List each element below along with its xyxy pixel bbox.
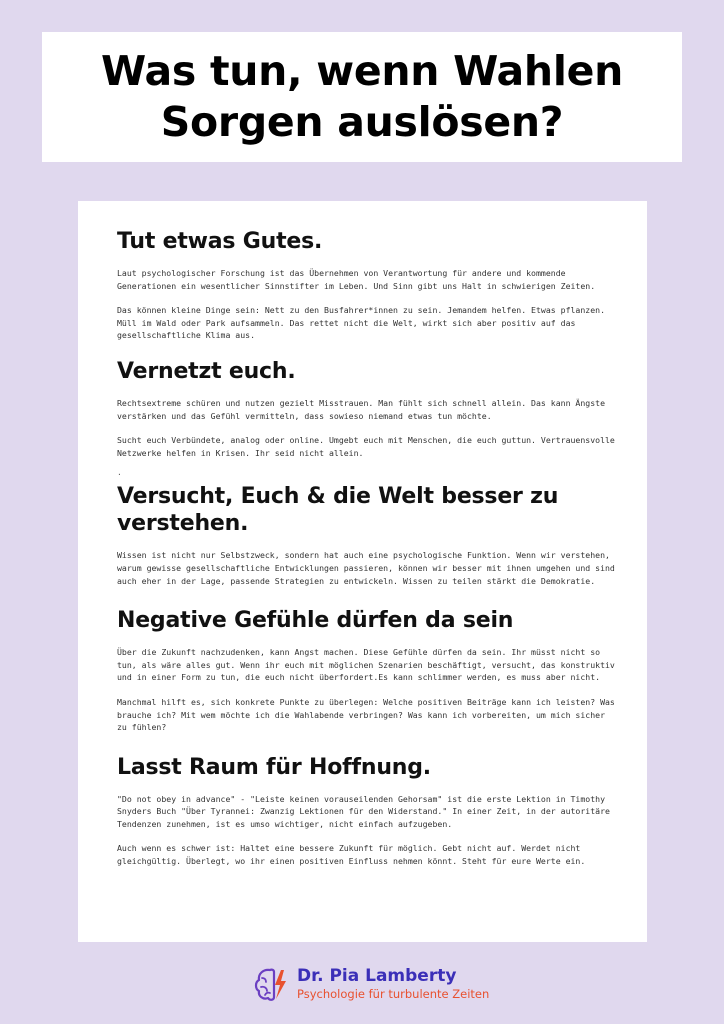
section-paragraph: Rechtsextreme schüren und nutzen gezielt Misstrauen. Man fühlt sich schnell allein. Das kann Ängste verstärken und das Gefühl vermitteln, dass sowieso niemand etwas tun möchte. — [117, 397, 605, 421]
section-paragraph: Sucht euch Verbündete, analog oder online. Umgebt euch mit Menschen, die euch guttun. Vertrauensvolle Netzwerke helfen in Krisen. Ihr seid nicht allein. — [117, 435, 615, 458]
brand-text — [297, 966, 489, 1002]
page-title — [101, 46, 623, 148]
section-heading-tut-etwas-gutes: Tut etwas Gutes. — [117, 229, 323, 254]
brand-name: Dr. Pia Lamberty — [297, 966, 457, 986]
section-paragraph: Laut psychologischer Forschung ist das Übernehmen von Verantwortung für andere und kommende Generationen ein wesentlicher Sinnstifter im Leben. Und Sinn gibt uns Halt in schwierigen Zeiten. — [117, 268, 596, 291]
stray-dot: . — [117, 468, 122, 478]
content-card — [78, 201, 647, 942]
section-paragraph: "Do not obey in advance" - "Leiste keinen vorauseilenden Gehorsam" ist die erste Lektion in Timothy Snyders Buch "Über Tyrannei: Zwanzig Lektionen für den Widerstand." In einer Zeit, in der autoritäre Tendenzen zunehmen, ist es umso wichtiger, nicht einfach aufzugeben. — [117, 793, 610, 829]
section-paragraph: Über die Zukunft nachzudenken, kann Angst machen. Diese Gefühle dürfen da sein. Ihr müsst nicht so tun, als wäre alles gut. Wenn ihr euch mit möglichen Szenarien beschäftigt, versucht, das konstruktiv und in einer Form zu tun, die euch nicht überfordert.Es kann schlimmer werden, es muss aber nicht. — [117, 647, 615, 683]
section-heading-lasst-raum-fuer-hoffnung: Lasst Raum für Hoffnung. — [117, 754, 431, 780]
page-title-line-2: Sorgen auslösen? — [160, 98, 564, 146]
section-heading-vernetzt-euch: Vernetzt euch. — [117, 358, 296, 384]
section-heading-versucht-zu-verstehen: Versucht, Euch & die Welt besser zu verstehen. — [117, 484, 559, 537]
section-paragraph: Auch wenn es schwer ist: Haltet eine bessere Zukunft für möglich. Gebt nicht auf. Werdet nicht gleichgültig. Überlegt, wo ihr einen positiven Einfluss nehmen könnt. Steht für eure Werte ein. — [117, 843, 586, 867]
footer-brand — [253, 960, 489, 1008]
brain-lightning-icon — [253, 964, 291, 1004]
section-paragraph: Manchmal hilft es, sich konkrete Punkte zu überlegen: Welche positiven Beiträge kann ich leisten? Was brauche ich? Mit wem möchte ich die Wahlabende verbringen? Was kann ich vorbereiten, um mich sicher zu fühlen? — [117, 696, 615, 733]
title-banner — [42, 32, 682, 162]
brand-tagline: Psychologie für turbulente Zeiten — [297, 987, 490, 1001]
section-heading-negative-gefuehle: Negative Gefühle dürfen da sein — [117, 608, 514, 634]
section-paragraph: Wissen ist nicht nur Selbstzweck, sondern hat auch eine psychologische Funktion. Wenn wir verstehen, warum gewisse gesellschaftliche Entwicklungen passieren, können wir besser mit ihnen umgehen und sind auch eher in der Lage, passende Strategien zu entwickeln. Wissen zu teilen stärkt die Demokratie. — [117, 550, 615, 586]
section-paragraph: Das können kleine Dinge sein: Nett zu den Busfahrer*innen zu sein. Jemandem helfen. Etwas pflanzen. Müll im Wald oder Park aufsammeln. Das rettet nicht die Welt, wirkt sich aber positiv auf das gesellschaftliche Klima aus. — [117, 305, 605, 341]
page-title-line-1: Was tun, wenn Wahlen — [101, 47, 623, 95]
